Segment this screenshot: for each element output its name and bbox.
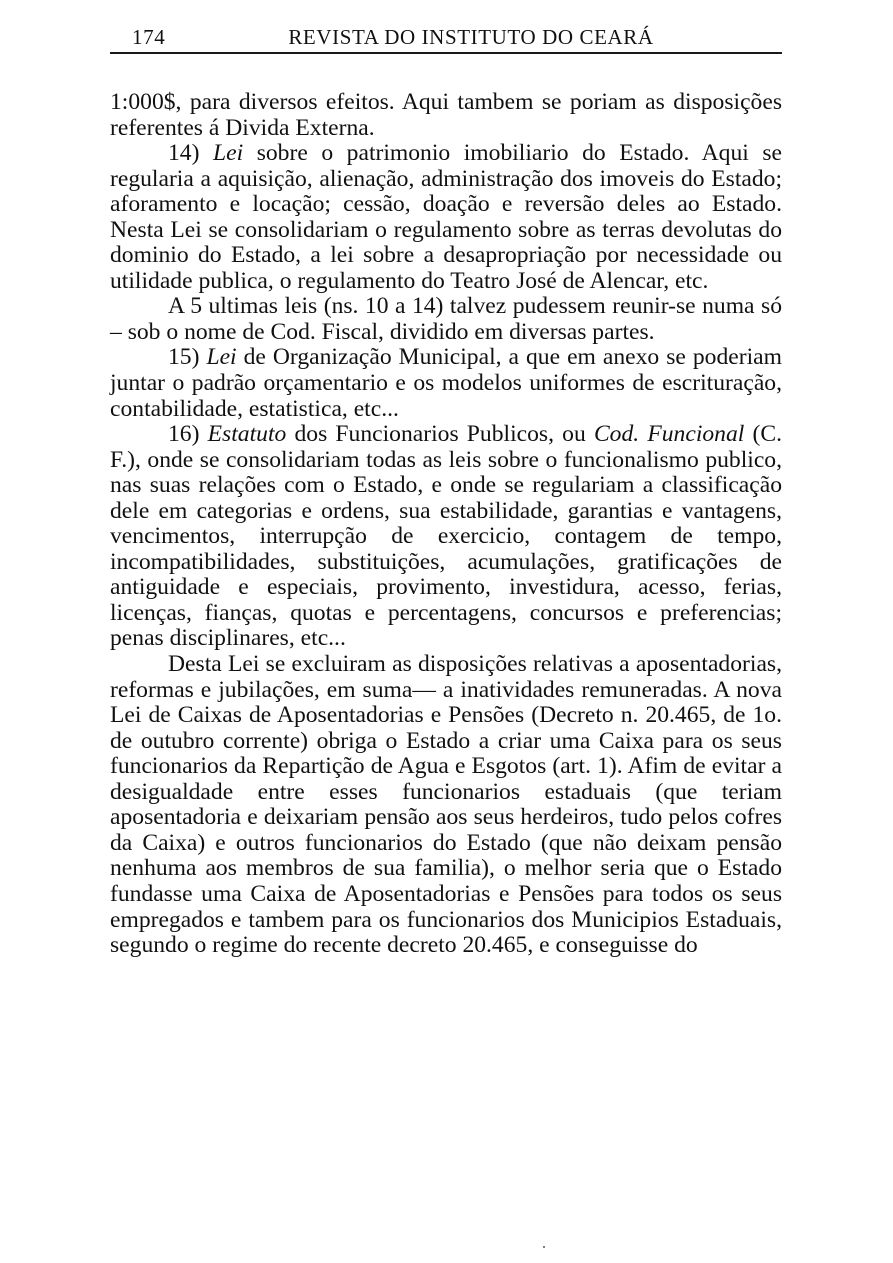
paragraph-exclusions — [110, 652, 782, 959]
body-text — [110, 90, 782, 959]
paragraph-continuation — [110, 90, 782, 141]
print-speck — [543, 1246, 545, 1248]
paragraph-item-16 — [110, 422, 782, 652]
text-run: sobre o patrimonio imobiliario do Estado. Aqui se regularia a aquisição, alienação, administração dos imoveis do Estado; aforamento e locação; cessão, doação e reversão deles ao Estado. Nesta Lei se consolidariam o regulamento sobre as terras devolutas do dominio do Estado, a lei sobre a desapropriação por necessidade ou utilidade publica, o regulamento do Teatro José de Alencar, etc. — [110, 140, 782, 294]
text-run: 1:000$, para diversos efeitos. Aqui tambem se poriam as disposições referentes á Divida Externa. — [110, 89, 782, 141]
italic-term: Lei — [213, 140, 244, 167]
italic-term: Estatuto — [207, 421, 287, 448]
text-run: Desta Lei se excluiram as disposições relativas a aposentadorias, reformas e jubilações, em suma— a inatividades remuneradas. A nova Lei de Caixas de Aposentadorias e Pensões (Decreto n. 20.465, de 1o. de outubro corrente) obriga o Estado a criar uma Caixa para os seus funcionarios da Repartição de Agua e Esgotos (art. 1). Afim de evitar a desigualdade entre esses funcionarios estaduais (que teriam aposentadoria e deixariam pensão aos seus herdeiros, tudo pelos cofres da Caixa) e outros funcionarios do Estado (que não deixam pensão nenhuma aos membros de sua familia), o melhor seria que o Estado fundasse uma Caixa de Aposentadorias e Pensões para todos os seus empregados e tambem para os funcionarios dos Municipios Estaduais, segundo o regime do recente decreto 20.465, e conseguisse do — [110, 651, 782, 959]
text-run: dos Funcionarios Publicos, ou — [286, 421, 594, 448]
paragraph-item-14 — [110, 141, 782, 294]
italic-term: Cod. Funcional — [593, 421, 745, 448]
text-run: de Organização Municipal, a que em anexo se poderiam juntar o padrão orçamentario e os modelos uniformes de escrituração, contabilidade, estatistica, etc... — [110, 344, 782, 422]
paragraph-note — [110, 294, 782, 345]
text-run: (C. F.), onde se consolidariam todas as leis sobre o funcionalismo publico, nas suas relações com o Estado, e onde se regulariam a classificação dele em categorias e ordens, sua estabilidade, garantias e vantagens, vencimentos, interrupção de exercicio, contagem de tempo, incompatibilidades, substituições, acumulações, gratificações de antiguidade e especiais, provimento, investidura, acesso, ferias, licenças, fianças, quotas e percentagens, concursos e preferencias; penas disciplinares, etc... — [110, 421, 782, 652]
running-head — [110, 22, 782, 54]
document-page — [110, 22, 782, 959]
item-number: 15) — [168, 344, 207, 371]
paragraph-item-15 — [110, 345, 782, 422]
text-run: A 5 ultimas leis (ns. 10 a 14) talvez pudessem reunir-se numa só – sob o nome de Cod. Fiscal, dividido em diversas partes. — [110, 293, 782, 345]
italic-term: Lei — [206, 344, 237, 371]
journal-title: REVISTA DO INSTITUTO DO CEARÁ — [288, 25, 654, 49]
page-number: 174 — [132, 25, 166, 49]
item-number: 14) — [168, 140, 213, 167]
item-number: 16) — [168, 421, 208, 448]
